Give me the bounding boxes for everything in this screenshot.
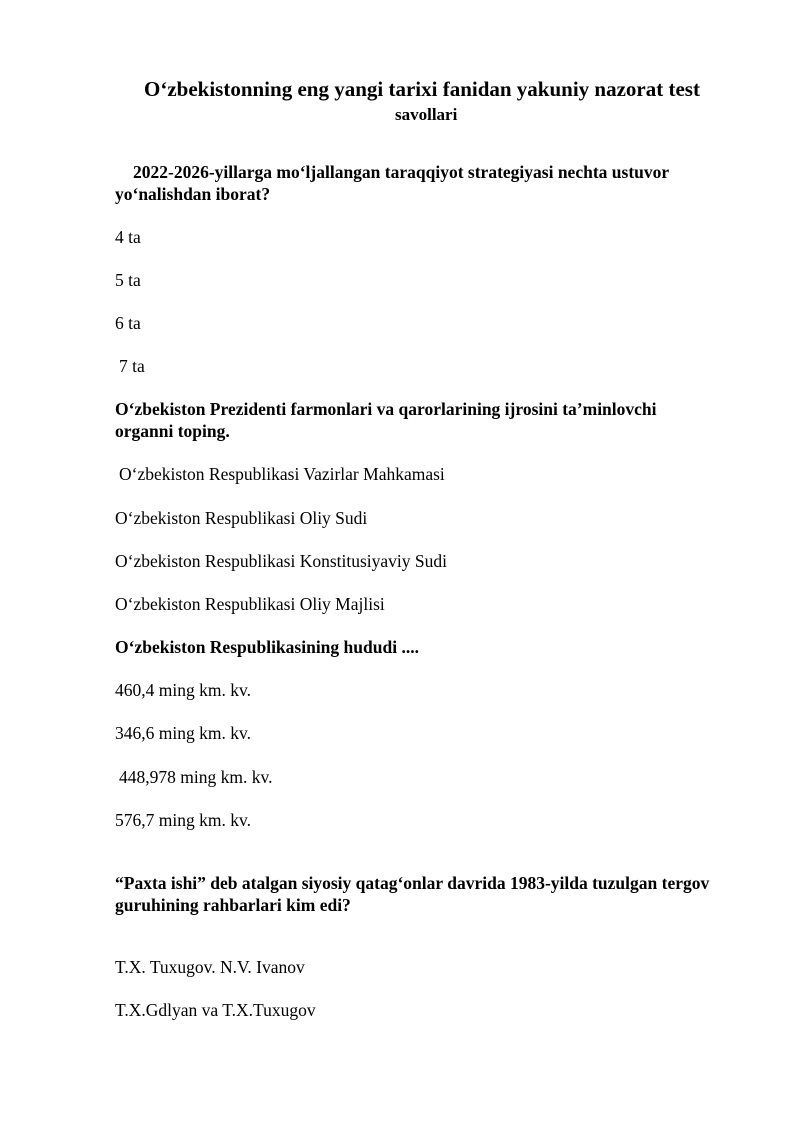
- question-1-option-4: 7 ta: [119, 356, 145, 376]
- document-title: O‘zbekistonning eng yangi tarixi fanidan yakuniy nazorat test: [144, 77, 700, 101]
- question-4-option-2: T.X.Gdlyan va T.X.Tuxugov: [115, 1000, 316, 1020]
- question-4-text: “Paxta ishi” deb atalgan siyosiy qatag‘onlar davrida 1983-yilda tuzulgan tergov guruhining rahbarlari kim edi?: [115, 873, 710, 915]
- question-1-option-2: 5 ta: [115, 270, 141, 290]
- document-subtitle: savollari: [395, 105, 458, 124]
- question-3-option-1: 460,4 ming km. kv.: [115, 680, 251, 700]
- question-1-option-3: 6 ta: [115, 313, 141, 333]
- question-2-option-4: O‘zbekiston Respublikasi Oliy Majlisi: [115, 594, 385, 614]
- question-1-text: 2022-2026-yillarga mo‘ljallangan taraqqiyot strategiyasi nechta ustuvor yo‘nalishdan iborat?: [115, 162, 669, 204]
- question-4-option-1: T.X. Tuxugov. N.V. Ivanov: [115, 957, 305, 977]
- question-2-option-1: O‘zbekiston Respublikasi Vazirlar Mahkamasi: [119, 464, 445, 484]
- question-3-text: O‘zbekiston Respublikasining hududi ....: [115, 637, 419, 657]
- question-2-option-3: O‘zbekiston Respublikasi Konstitusiyaviy Sudi: [115, 551, 448, 571]
- question-2-option-2: O‘zbekiston Respublikasi Oliy Sudi: [115, 508, 368, 528]
- question-2-text: O‘zbekiston Prezidenti farmonlari va qarorlarining ijrosini ta’minlovchi organni toping.: [115, 399, 657, 441]
- question-3-option-2: 346,6 ming km. kv.: [115, 723, 251, 743]
- question-3-option-4: 576,7 ming km. kv.: [115, 810, 251, 830]
- question-1-option-1: 4 ta: [115, 227, 141, 247]
- question-3-option-3: 448,978 ming km. kv.: [119, 767, 273, 787]
